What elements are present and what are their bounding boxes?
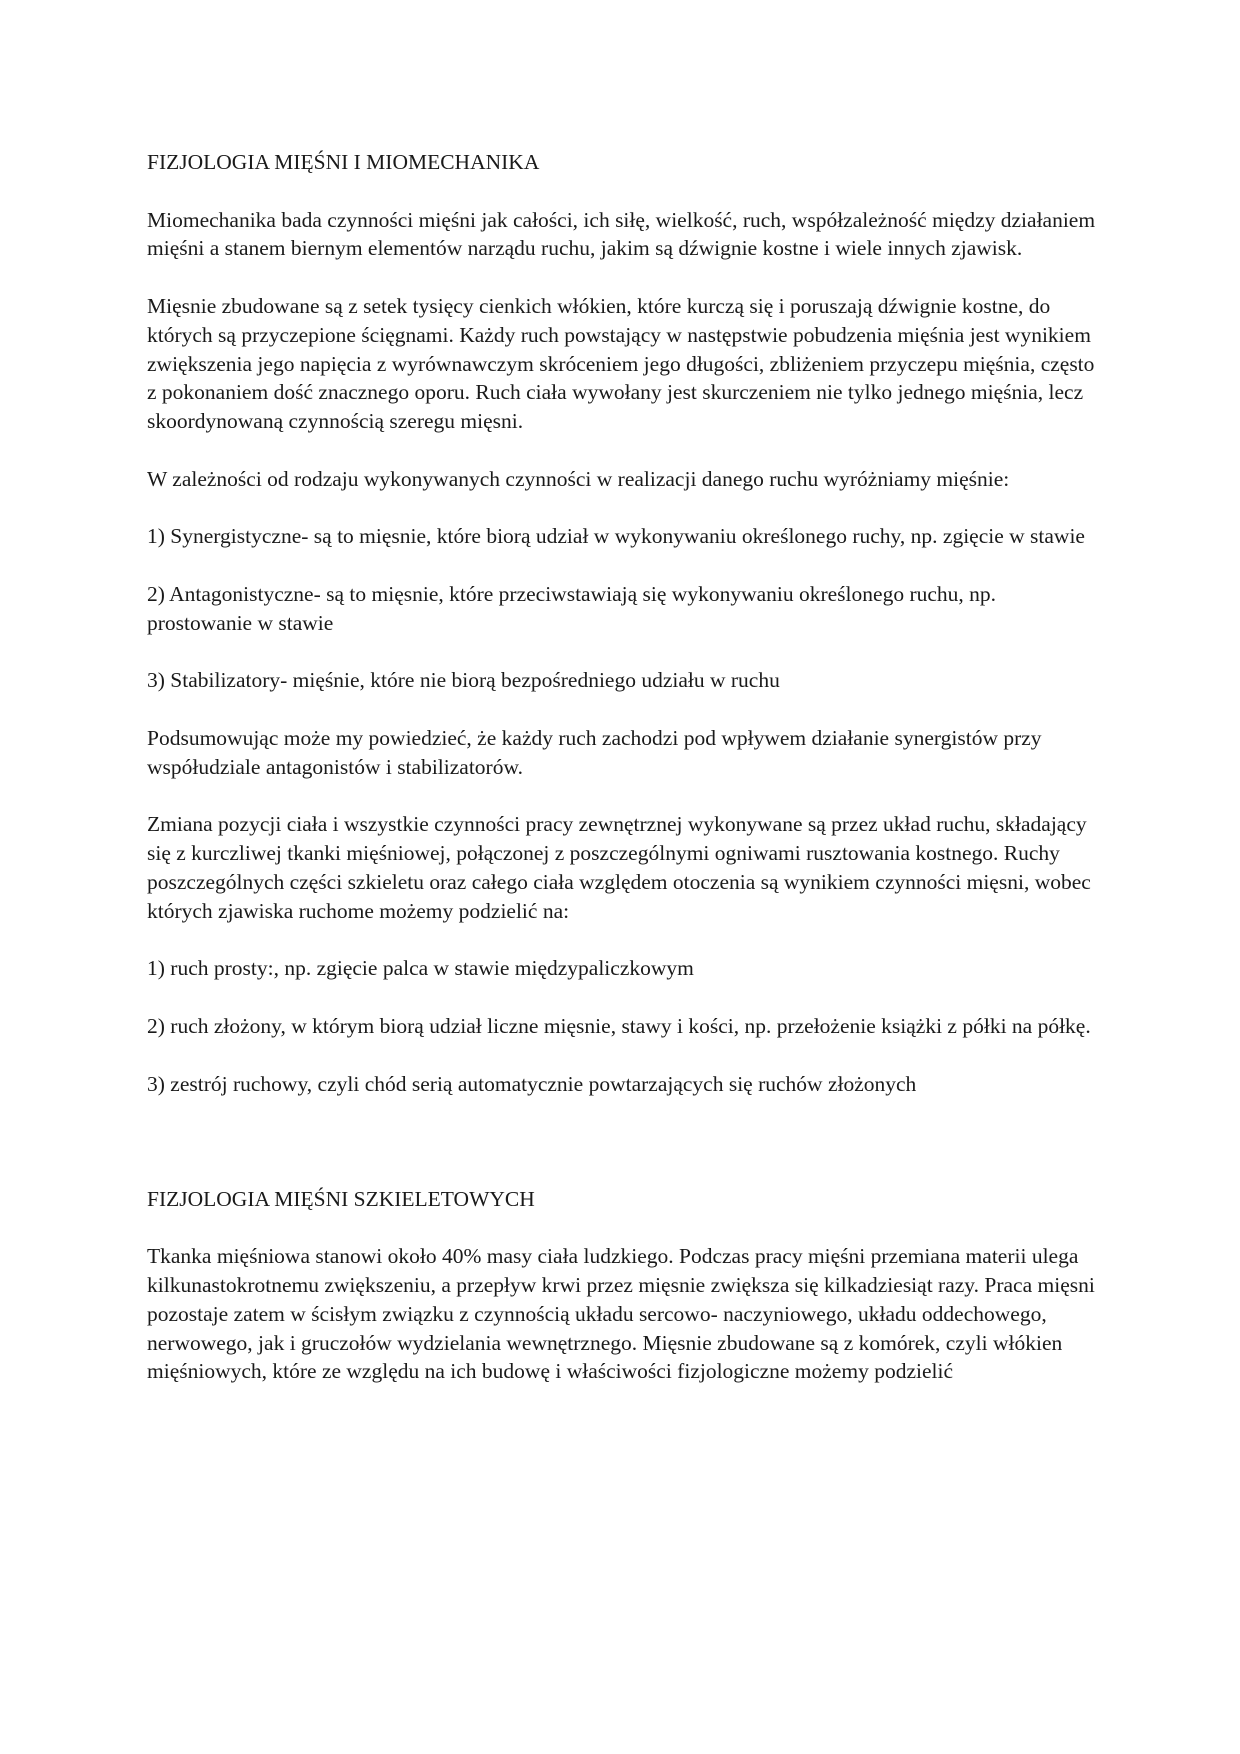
paragraph: Tkanka mięśniowa stanowi około 40% masy ciała ludzkiego. Podczas pracy mięśni przemiana materii ulega kilkunastokrotnemu zwiększeniu, a przepływ krwi przez mięsnie zwiększa się kilkadziesiąt razy. Praca mięsni pozostaje zatem w ścisłym związku z czynnością układu sercowo- naczyniowego, układu oddechowego, nerwowego, jak i gruczołów wydzielania wewnętrznego. Mięsnie zbudowane są z komórek, czyli włókien mięśniowych, które ze względu na ich budowę i właściwości fizjologiczne możemy podzielić bbox=[147, 1244, 1095, 1384]
list-item: 2) ruch złożony, w którym biorą udział liczne mięsnie, stawy i kości, np. przełożenie książki z półki na półkę. bbox=[147, 1013, 1091, 1038]
list-item: 2) Antagonistyczne- są to mięsnie, które przeciwstawiają się wykonywaniu określonego ruchu, np. prostowanie w stawie bbox=[147, 581, 997, 635]
paragraph: Podsumowując może my powiedzieć, że każdy ruch zachodzi pod wpływem działanie synergistów przy współudziale antagonistów i stabilizatorów. bbox=[147, 725, 1042, 779]
list-item: 3) zestrój ruchowy, czyli chód serią automatycznie powtarzających się ruchów złożonych bbox=[147, 1071, 917, 1096]
list-item: 1) ruch prosty:, np. zgięcie palca w stawie międzypaliczkowym bbox=[147, 956, 694, 981]
paragraph: W zależności od rodzaju wykonywanych czynności w realizacji danego ruchu wyróżniamy mięśnie: bbox=[147, 466, 1010, 491]
section-heading: FIZJOLOGIA MIĘŚNI I MIOMECHANIKA bbox=[147, 150, 540, 174]
paragraph: Zmiana pozycji ciała i wszystkie czynności pracy zewnętrznej wykonywane są przez układ ruchu, składający się z kurczliwej tkanki mięśniowej, połączonej z poszczególnymi ogniwami rusztowania kostnego. Ruchy poszczególnych części szkieletu oraz całego ciała względem otoczenia są wynikiem czynności mięsni, wobec których zjawiska ruchome możemy podzielić na: bbox=[147, 812, 1091, 923]
list-item: 3) Stabilizatory- mięśnie, które nie biorą bezpośredniego udziału w ruchu bbox=[147, 668, 780, 693]
list-item: 1) Synergistyczne- są to mięsnie, które biorą udział w wykonywaniu określonego ruchy, np. zgięcie w stawie bbox=[147, 524, 1085, 549]
section-heading: FIZJOLOGIA MIĘŚNI SZKIELETOWYCH bbox=[147, 1186, 535, 1211]
section-spacer bbox=[147, 1127, 1097, 1185]
paragraph: Miomechanika bada czynności mięśni jak całości, ich siłę, wielkość, ruch, współzależność między działaniem mięśni a stanem biernym elementów narządu ruchu, jakim są dźwignie kostne i wiele innych zjawisk. bbox=[147, 207, 1096, 261]
paragraph: Mięsnie zbudowane są z setek tysięcy cienkich włókien, które kurczą się i poruszają dźwignie kostne, do których są przyczepione ścięgnami. Każdy ruch powstający w następstwie pobudzenia mięśnia jest wynikiem zwiększenia jego napięcia z wyrównawczym skróceniem jego długości, zbliżeniem przyczepu mięśnia, często z pokonaniem dość znacznego oporu. Ruch ciała wywołany jest skurczeniem nie tylko jednego mięśnia, lecz skoordynowaną czynnością szeregu mięsni. bbox=[147, 293, 1095, 434]
document-page bbox=[147, 148, 1097, 1415]
